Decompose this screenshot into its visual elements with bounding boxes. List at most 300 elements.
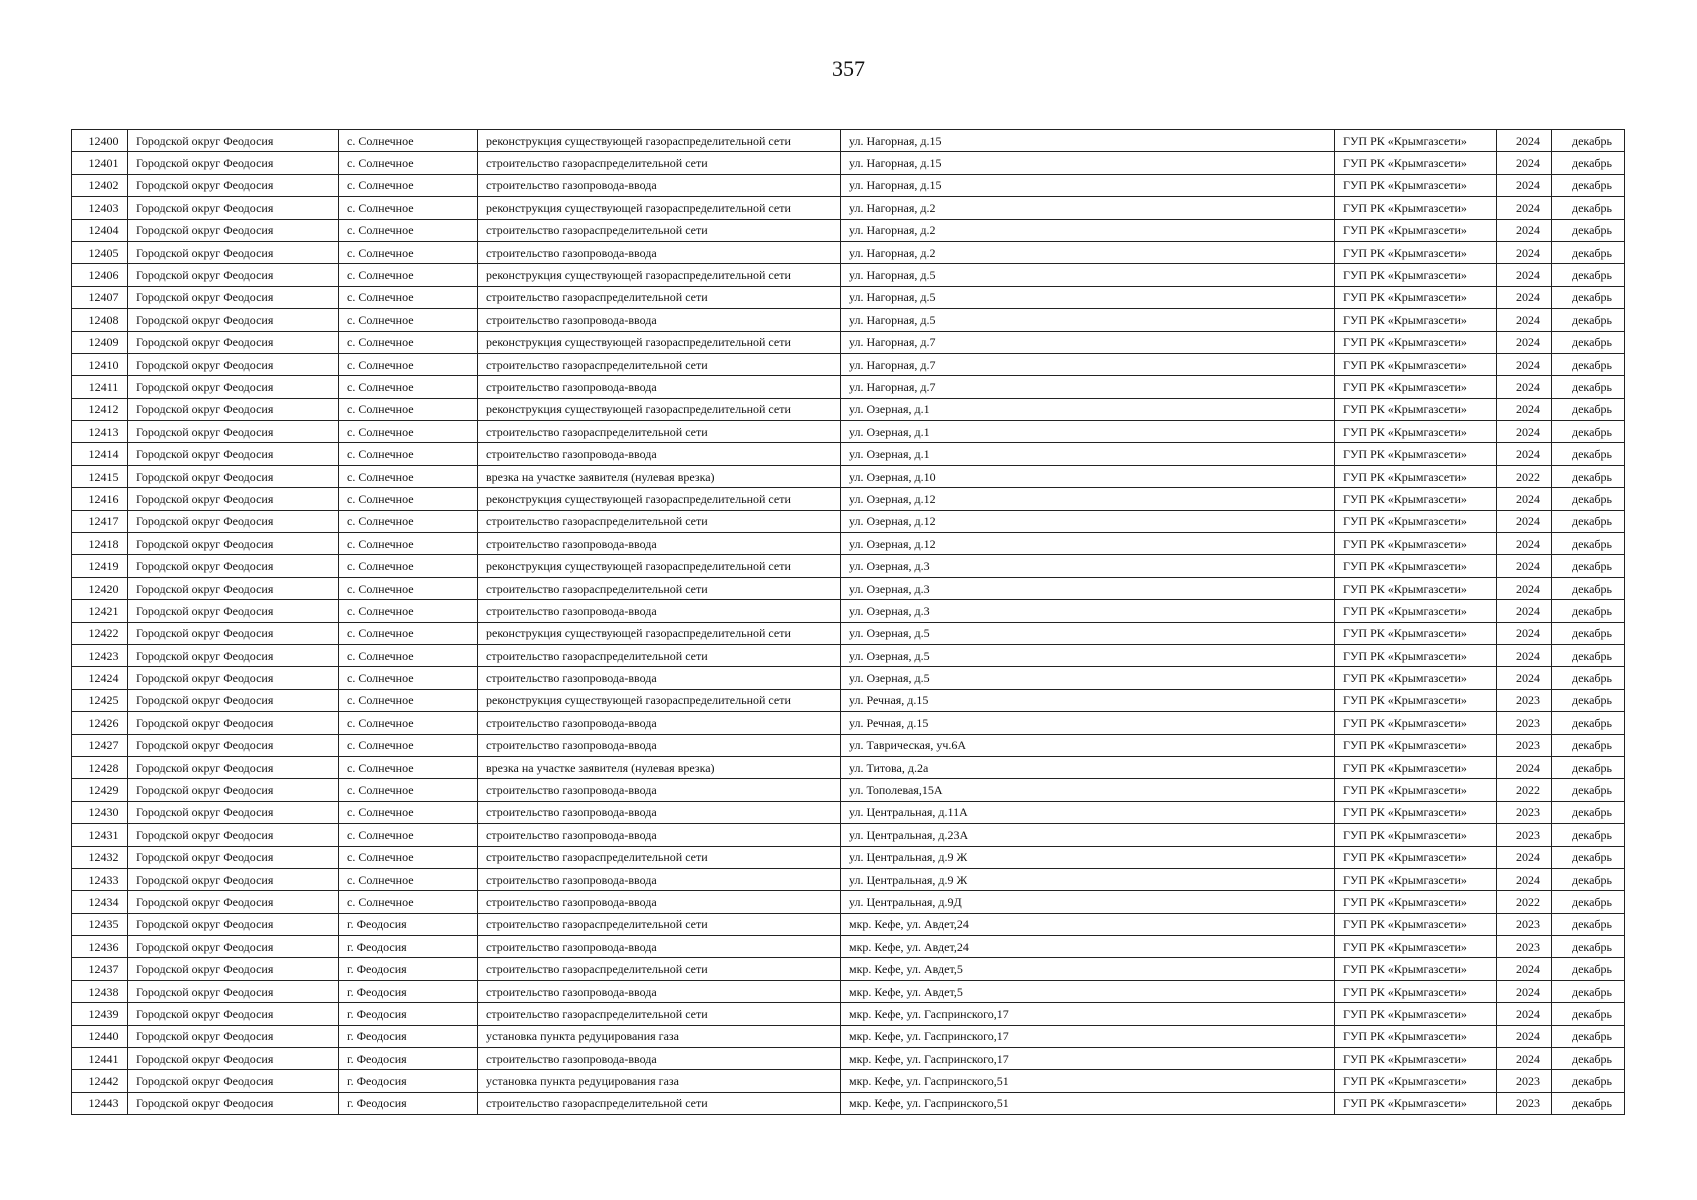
locality-cell: с. Солнечное — [339, 756, 478, 778]
row-number: 12433 — [72, 868, 128, 890]
table-row — [72, 1070, 1625, 1092]
year-cell: 2024 — [1497, 398, 1552, 420]
work-type-cell: реконструкция существующей газораспределительной сети — [478, 197, 841, 219]
locality-cell: с. Солнечное — [339, 801, 478, 823]
address-cell: ул. Центральная, д.9Д — [841, 891, 1335, 913]
organization-cell: ГУП РК «Крымгазсети» — [1335, 488, 1497, 510]
year-cell: 2024 — [1497, 331, 1552, 353]
district-cell: Городской округ Феодосия — [128, 309, 339, 331]
locality-cell: г. Феодосия — [339, 1025, 478, 1047]
locality-cell: с. Солнечное — [339, 846, 478, 868]
month-cell: декабрь — [1552, 600, 1625, 622]
address-cell: ул. Центральная, д.23А — [841, 824, 1335, 846]
year-cell: 2022 — [1497, 465, 1552, 487]
work-type-cell: строительство газораспределительной сети — [478, 152, 841, 174]
month-cell: декабрь — [1552, 756, 1625, 778]
work-type-cell: строительство газопровода-ввода — [478, 891, 841, 913]
organization-cell: ГУП РК «Крымгазсети» — [1335, 443, 1497, 465]
locality-cell: с. Солнечное — [339, 779, 478, 801]
address-cell: ул. Нагорная, д.15 — [841, 174, 1335, 196]
organization-cell: ГУП РК «Крымгазсети» — [1335, 936, 1497, 958]
address-cell: ул. Озерная, д.3 — [841, 555, 1335, 577]
month-cell: декабрь — [1552, 891, 1625, 913]
work-type-cell: реконструкция существующей газораспределительной сети — [478, 264, 841, 286]
organization-cell: ГУП РК «Крымгазсети» — [1335, 264, 1497, 286]
year-cell: 2023 — [1497, 936, 1552, 958]
year-cell: 2023 — [1497, 689, 1552, 711]
district-cell: Городской округ Феодосия — [128, 846, 339, 868]
district-cell: Городской округ Феодосия — [128, 130, 339, 152]
locality-cell: с. Солнечное — [339, 465, 478, 487]
locality-cell: с. Солнечное — [339, 331, 478, 353]
work-type-cell: строительство газопровода-ввода — [478, 376, 841, 398]
district-cell: Городской округ Феодосия — [128, 712, 339, 734]
organization-cell: ГУП РК «Крымгазсети» — [1335, 756, 1497, 778]
table-row — [72, 980, 1625, 1002]
work-type-cell: установка пункта редуцирования газа — [478, 1025, 841, 1047]
row-number: 12427 — [72, 734, 128, 756]
row-number: 12432 — [72, 846, 128, 868]
locality-cell: с. Солнечное — [339, 868, 478, 890]
row-number: 12404 — [72, 219, 128, 241]
table-row — [72, 197, 1625, 219]
row-number: 12402 — [72, 174, 128, 196]
organization-cell: ГУП РК «Крымгазсети» — [1335, 689, 1497, 711]
locality-cell: с. Солнечное — [339, 577, 478, 599]
table-row — [72, 465, 1625, 487]
organization-cell: ГУП РК «Крымгазсети» — [1335, 130, 1497, 152]
address-cell: ул. Нагорная, д.5 — [841, 264, 1335, 286]
year-cell: 2024 — [1497, 197, 1552, 219]
row-number: 12442 — [72, 1070, 128, 1092]
month-cell: декабрь — [1552, 219, 1625, 241]
table-row — [72, 264, 1625, 286]
address-cell: ул. Нагорная, д.2 — [841, 197, 1335, 219]
month-cell: декабрь — [1552, 644, 1625, 666]
month-cell: декабрь — [1552, 824, 1625, 846]
address-cell: ул. Озерная, д.1 — [841, 398, 1335, 420]
district-cell: Городской округ Феодосия — [128, 443, 339, 465]
locality-cell: с. Солнечное — [339, 197, 478, 219]
organization-cell: ГУП РК «Крымгазсети» — [1335, 644, 1497, 666]
district-cell: Городской округ Феодосия — [128, 286, 339, 308]
row-number: 12415 — [72, 465, 128, 487]
address-cell: ул. Озерная, д.5 — [841, 644, 1335, 666]
row-number: 12416 — [72, 488, 128, 510]
row-number: 12443 — [72, 1092, 128, 1114]
work-type-cell: строительство газораспределительной сети — [478, 1003, 841, 1025]
work-type-cell: реконструкция существующей газораспределительной сети — [478, 622, 841, 644]
district-cell: Городской округ Феодосия — [128, 1003, 339, 1025]
row-number: 12437 — [72, 958, 128, 980]
table-row — [72, 174, 1625, 196]
table-row — [72, 309, 1625, 331]
year-cell: 2023 — [1497, 801, 1552, 823]
work-type-cell: строительство газораспределительной сети — [478, 421, 841, 443]
row-number: 12409 — [72, 331, 128, 353]
row-number: 12413 — [72, 421, 128, 443]
row-number: 12430 — [72, 801, 128, 823]
month-cell: декабрь — [1552, 421, 1625, 443]
district-cell: Городской округ Феодосия — [128, 421, 339, 443]
locality-cell: с. Солнечное — [339, 286, 478, 308]
district-cell: Городской округ Феодосия — [128, 510, 339, 532]
year-cell: 2024 — [1497, 577, 1552, 599]
month-cell: декабрь — [1552, 801, 1625, 823]
table-row — [72, 286, 1625, 308]
district-cell: Городской округ Феодосия — [128, 577, 339, 599]
locality-cell: с. Солнечное — [339, 734, 478, 756]
organization-cell: ГУП РК «Крымгазсети» — [1335, 1048, 1497, 1070]
table-row — [72, 130, 1625, 152]
district-cell: Городской округ Феодосия — [128, 353, 339, 375]
district-cell: Городской округ Феодосия — [128, 555, 339, 577]
organization-cell: ГУП РК «Крымгазсети» — [1335, 353, 1497, 375]
row-number: 12438 — [72, 980, 128, 1002]
work-type-cell: строительство газопровода-ввода — [478, 443, 841, 465]
row-number: 12431 — [72, 824, 128, 846]
month-cell: декабрь — [1552, 689, 1625, 711]
year-cell: 2024 — [1497, 309, 1552, 331]
district-cell: Городской округ Феодосия — [128, 689, 339, 711]
row-number: 12424 — [72, 667, 128, 689]
year-cell: 2024 — [1497, 980, 1552, 1002]
year-cell: 2024 — [1497, 286, 1552, 308]
locality-cell: с. Солнечное — [339, 488, 478, 510]
organization-cell: ГУП РК «Крымгазсети» — [1335, 958, 1497, 980]
month-cell: декабрь — [1552, 936, 1625, 958]
year-cell: 2024 — [1497, 376, 1552, 398]
month-cell: декабрь — [1552, 398, 1625, 420]
address-cell: ул. Речная, д.15 — [841, 689, 1335, 711]
locality-cell: с. Солнечное — [339, 309, 478, 331]
year-cell: 2024 — [1497, 868, 1552, 890]
table-row — [72, 577, 1625, 599]
table-row — [72, 689, 1625, 711]
district-cell: Городской округ Феодосия — [128, 913, 339, 935]
organization-cell: ГУП РК «Крымгазсети» — [1335, 510, 1497, 532]
locality-cell: с. Солнечное — [339, 152, 478, 174]
work-type-cell: строительство газораспределительной сети — [478, 353, 841, 375]
district-cell: Городской округ Феодосия — [128, 756, 339, 778]
month-cell: декабрь — [1552, 241, 1625, 263]
month-cell: декабрь — [1552, 353, 1625, 375]
table-row — [72, 1048, 1625, 1070]
table-row — [72, 644, 1625, 666]
organization-cell: ГУП РК «Крымгазсети» — [1335, 533, 1497, 555]
row-number: 12440 — [72, 1025, 128, 1047]
month-cell: декабрь — [1552, 174, 1625, 196]
organization-cell: ГУП РК «Крымгазсети» — [1335, 421, 1497, 443]
month-cell: декабрь — [1552, 1070, 1625, 1092]
row-number: 12429 — [72, 779, 128, 801]
month-cell: декабрь — [1552, 533, 1625, 555]
locality-cell: с. Солнечное — [339, 421, 478, 443]
month-cell: декабрь — [1552, 958, 1625, 980]
work-type-cell: строительство газораспределительной сети — [478, 286, 841, 308]
work-type-cell: реконструкция существующей газораспределительной сети — [478, 331, 841, 353]
table-row — [72, 376, 1625, 398]
year-cell: 2024 — [1497, 667, 1552, 689]
year-cell: 2024 — [1497, 152, 1552, 174]
organization-cell: ГУП РК «Крымгазсети» — [1335, 1025, 1497, 1047]
organization-cell: ГУП РК «Крымгазсети» — [1335, 577, 1497, 599]
locality-cell: с. Солнечное — [339, 241, 478, 263]
organization-cell: ГУП РК «Крымгазсети» — [1335, 286, 1497, 308]
address-cell: мкр. Кефе, ул. Гаспринского,17 — [841, 1048, 1335, 1070]
table-row — [72, 712, 1625, 734]
locality-cell: с. Солнечное — [339, 376, 478, 398]
district-cell: Городской округ Феодосия — [128, 1092, 339, 1114]
work-type-cell: строительство газораспределительной сети — [478, 913, 841, 935]
table-row — [72, 398, 1625, 420]
address-cell: ул. Нагорная, д.2 — [841, 241, 1335, 263]
table-row — [72, 353, 1625, 375]
address-cell: мкр. Кефе, ул. Авдет,24 — [841, 913, 1335, 935]
district-cell: Городской округ Феодосия — [128, 801, 339, 823]
address-cell: ул. Таврическая, уч.6А — [841, 734, 1335, 756]
address-cell: мкр. Кефе, ул. Авдет,24 — [841, 936, 1335, 958]
locality-cell: г. Феодосия — [339, 980, 478, 1002]
month-cell: декабрь — [1552, 488, 1625, 510]
table-row — [72, 801, 1625, 823]
month-cell: декабрь — [1552, 555, 1625, 577]
district-cell: Городской округ Феодосия — [128, 868, 339, 890]
year-cell: 2023 — [1497, 1070, 1552, 1092]
table-row — [72, 958, 1625, 980]
row-number: 12417 — [72, 510, 128, 532]
month-cell: декабрь — [1552, 734, 1625, 756]
organization-cell: ГУП РК «Крымгазсети» — [1335, 846, 1497, 868]
table-row — [72, 824, 1625, 846]
year-cell: 2024 — [1497, 846, 1552, 868]
row-number: 12401 — [72, 152, 128, 174]
work-type-cell: строительство газопровода-ввода — [478, 667, 841, 689]
address-cell: ул. Центральная, д.11А — [841, 801, 1335, 823]
month-cell: декабрь — [1552, 913, 1625, 935]
address-cell: ул. Озерная, д.5 — [841, 667, 1335, 689]
work-type-cell: реконструкция существующей газораспределительной сети — [478, 398, 841, 420]
table-row — [72, 779, 1625, 801]
year-cell: 2024 — [1497, 622, 1552, 644]
locality-cell: с. Солнечное — [339, 443, 478, 465]
month-cell: декабрь — [1552, 1048, 1625, 1070]
table-row — [72, 622, 1625, 644]
locality-cell: г. Феодосия — [339, 1070, 478, 1092]
month-cell: декабрь — [1552, 197, 1625, 219]
address-cell: ул. Титова, д.2а — [841, 756, 1335, 778]
table-row — [72, 913, 1625, 935]
address-cell: ул. Тополевая,15А — [841, 779, 1335, 801]
organization-cell: ГУП РК «Крымгазсети» — [1335, 801, 1497, 823]
district-cell: Городской округ Феодосия — [128, 465, 339, 487]
row-number: 12418 — [72, 533, 128, 555]
year-cell: 2024 — [1497, 555, 1552, 577]
district-cell: Городской округ Феодосия — [128, 488, 339, 510]
month-cell: декабрь — [1552, 130, 1625, 152]
locality-cell: г. Феодосия — [339, 1003, 478, 1025]
address-cell: мкр. Кефе, ул. Гаспринского,17 — [841, 1025, 1335, 1047]
table-row — [72, 510, 1625, 532]
month-cell: декабрь — [1552, 779, 1625, 801]
locality-cell: с. Солнечное — [339, 689, 478, 711]
year-cell: 2024 — [1497, 241, 1552, 263]
work-type-cell: строительство газопровода-ввода — [478, 600, 841, 622]
organization-cell: ГУП РК «Крымгазсети» — [1335, 197, 1497, 219]
work-type-cell: врезка на участке заявителя (нулевая врезка) — [478, 465, 841, 487]
locality-cell: с. Солнечное — [339, 891, 478, 913]
district-cell: Городской округ Феодосия — [128, 1048, 339, 1070]
year-cell: 2023 — [1497, 824, 1552, 846]
locality-cell: с. Солнечное — [339, 712, 478, 734]
table-row — [72, 152, 1625, 174]
address-cell: мкр. Кефе, ул. Авдет,5 — [841, 980, 1335, 1002]
organization-cell: ГУП РК «Крымгазсети» — [1335, 309, 1497, 331]
month-cell: декабрь — [1552, 577, 1625, 599]
locality-cell: г. Феодосия — [339, 936, 478, 958]
locality-cell: с. Солнечное — [339, 555, 478, 577]
organization-cell: ГУП РК «Крымгазсети» — [1335, 555, 1497, 577]
locality-cell: г. Феодосия — [339, 1092, 478, 1114]
row-number: 12426 — [72, 712, 128, 734]
work-type-cell: строительство газораспределительной сети — [478, 644, 841, 666]
organization-cell: ГУП РК «Крымгазсети» — [1335, 1092, 1497, 1114]
district-cell: Городской округ Феодосия — [128, 734, 339, 756]
table-row — [72, 936, 1625, 958]
organization-cell: ГУП РК «Крымгазсети» — [1335, 891, 1497, 913]
month-cell: декабрь — [1552, 868, 1625, 890]
organization-cell: ГУП РК «Крымгазсети» — [1335, 667, 1497, 689]
registry-table — [71, 129, 1625, 1115]
address-cell: ул. Озерная, д.5 — [841, 622, 1335, 644]
month-cell: декабрь — [1552, 1092, 1625, 1114]
organization-cell: ГУП РК «Крымгазсети» — [1335, 465, 1497, 487]
row-number: 12428 — [72, 756, 128, 778]
locality-cell: с. Солнечное — [339, 644, 478, 666]
locality-cell: г. Феодосия — [339, 958, 478, 980]
locality-cell: с. Солнечное — [339, 533, 478, 555]
table-row — [72, 868, 1625, 890]
address-cell: мкр. Кефе, ул. Авдет,5 — [841, 958, 1335, 980]
organization-cell: ГУП РК «Крымгазсети» — [1335, 913, 1497, 935]
work-type-cell: строительство газопровода-ввода — [478, 309, 841, 331]
work-type-cell: строительство газопровода-ввода — [478, 712, 841, 734]
address-cell: ул. Озерная, д.10 — [841, 465, 1335, 487]
district-cell: Городской округ Феодосия — [128, 958, 339, 980]
registry-table-body — [72, 130, 1625, 1115]
address-cell: мкр. Кефе, ул. Гаспринского,51 — [841, 1070, 1335, 1092]
year-cell: 2024 — [1497, 1025, 1552, 1047]
month-cell: декабрь — [1552, 376, 1625, 398]
row-number: 12411 — [72, 376, 128, 398]
district-cell: Городской округ Феодосия — [128, 936, 339, 958]
row-number: 12414 — [72, 443, 128, 465]
organization-cell: ГУП РК «Крымгазсети» — [1335, 174, 1497, 196]
district-cell: Городской округ Феодосия — [128, 824, 339, 846]
table-row — [72, 600, 1625, 622]
work-type-cell: строительство газораспределительной сети — [478, 510, 841, 532]
year-cell: 2023 — [1497, 712, 1552, 734]
district-cell: Городской округ Феодосия — [128, 241, 339, 263]
district-cell: Городской округ Феодосия — [128, 600, 339, 622]
row-number: 12407 — [72, 286, 128, 308]
month-cell: декабрь — [1552, 1025, 1625, 1047]
locality-cell: с. Солнечное — [339, 622, 478, 644]
work-type-cell: строительство газораспределительной сети — [478, 219, 841, 241]
table-row — [72, 756, 1625, 778]
work-type-cell: строительство газопровода-ввода — [478, 980, 841, 1002]
month-cell: декабрь — [1552, 846, 1625, 868]
district-cell: Городской округ Феодосия — [128, 1025, 339, 1047]
year-cell: 2024 — [1497, 130, 1552, 152]
work-type-cell: реконструкция существующей газораспределительной сети — [478, 555, 841, 577]
district-cell: Городской округ Феодосия — [128, 980, 339, 1002]
year-cell: 2024 — [1497, 1048, 1552, 1070]
work-type-cell: строительство газопровода-ввода — [478, 174, 841, 196]
year-cell: 2024 — [1497, 264, 1552, 286]
row-number: 12423 — [72, 644, 128, 666]
work-type-cell: установка пункта редуцирования газа — [478, 1070, 841, 1092]
organization-cell: ГУП РК «Крымгазсети» — [1335, 1070, 1497, 1092]
table-row — [72, 241, 1625, 263]
locality-cell: г. Феодосия — [339, 913, 478, 935]
locality-cell: с. Солнечное — [339, 353, 478, 375]
address-cell: ул. Нагорная, д.15 — [841, 152, 1335, 174]
address-cell: ул. Озерная, д.12 — [841, 510, 1335, 532]
row-number: 12403 — [72, 197, 128, 219]
district-cell: Городской округ Феодосия — [128, 174, 339, 196]
row-number: 12412 — [72, 398, 128, 420]
locality-cell: с. Солнечное — [339, 264, 478, 286]
month-cell: декабрь — [1552, 443, 1625, 465]
organization-cell: ГУП РК «Крымгазсети» — [1335, 980, 1497, 1002]
year-cell: 2024 — [1497, 488, 1552, 510]
month-cell: декабрь — [1552, 712, 1625, 734]
month-cell: декабрь — [1552, 622, 1625, 644]
organization-cell: ГУП РК «Крымгазсети» — [1335, 734, 1497, 756]
locality-cell: с. Солнечное — [339, 824, 478, 846]
district-cell: Городской округ Феодосия — [128, 644, 339, 666]
organization-cell: ГУП РК «Крымгазсети» — [1335, 622, 1497, 644]
address-cell: ул. Озерная, д.12 — [841, 533, 1335, 555]
month-cell: декабрь — [1552, 331, 1625, 353]
organization-cell: ГУП РК «Крымгазсети» — [1335, 376, 1497, 398]
table-row — [72, 1092, 1625, 1114]
district-cell: Городской округ Феодосия — [128, 331, 339, 353]
work-type-cell: строительство газопровода-ввода — [478, 533, 841, 555]
address-cell: ул. Центральная, д.9 Ж — [841, 846, 1335, 868]
address-cell: ул. Нагорная, д.7 — [841, 331, 1335, 353]
work-type-cell: строительство газопровода-ввода — [478, 936, 841, 958]
locality-cell: г. Феодосия — [339, 1048, 478, 1070]
month-cell: декабрь — [1552, 286, 1625, 308]
table-row — [72, 734, 1625, 756]
work-type-cell: строительство газораспределительной сети — [478, 577, 841, 599]
month-cell: декабрь — [1552, 264, 1625, 286]
work-type-cell: строительство газопровода-ввода — [478, 734, 841, 756]
year-cell: 2024 — [1497, 533, 1552, 555]
address-cell: ул. Нагорная, д.5 — [841, 286, 1335, 308]
organization-cell: ГУП РК «Крымгазсети» — [1335, 824, 1497, 846]
work-type-cell: реконструкция существующей газораспределительной сети — [478, 689, 841, 711]
work-type-cell: строительство газопровода-ввода — [478, 824, 841, 846]
work-type-cell: строительство газопровода-ввода — [478, 779, 841, 801]
row-number: 12439 — [72, 1003, 128, 1025]
table-row — [72, 891, 1625, 913]
address-cell: мкр. Кефе, ул. Гаспринского,17 — [841, 1003, 1335, 1025]
address-cell: ул. Нагорная, д.5 — [841, 309, 1335, 331]
table-row — [72, 555, 1625, 577]
